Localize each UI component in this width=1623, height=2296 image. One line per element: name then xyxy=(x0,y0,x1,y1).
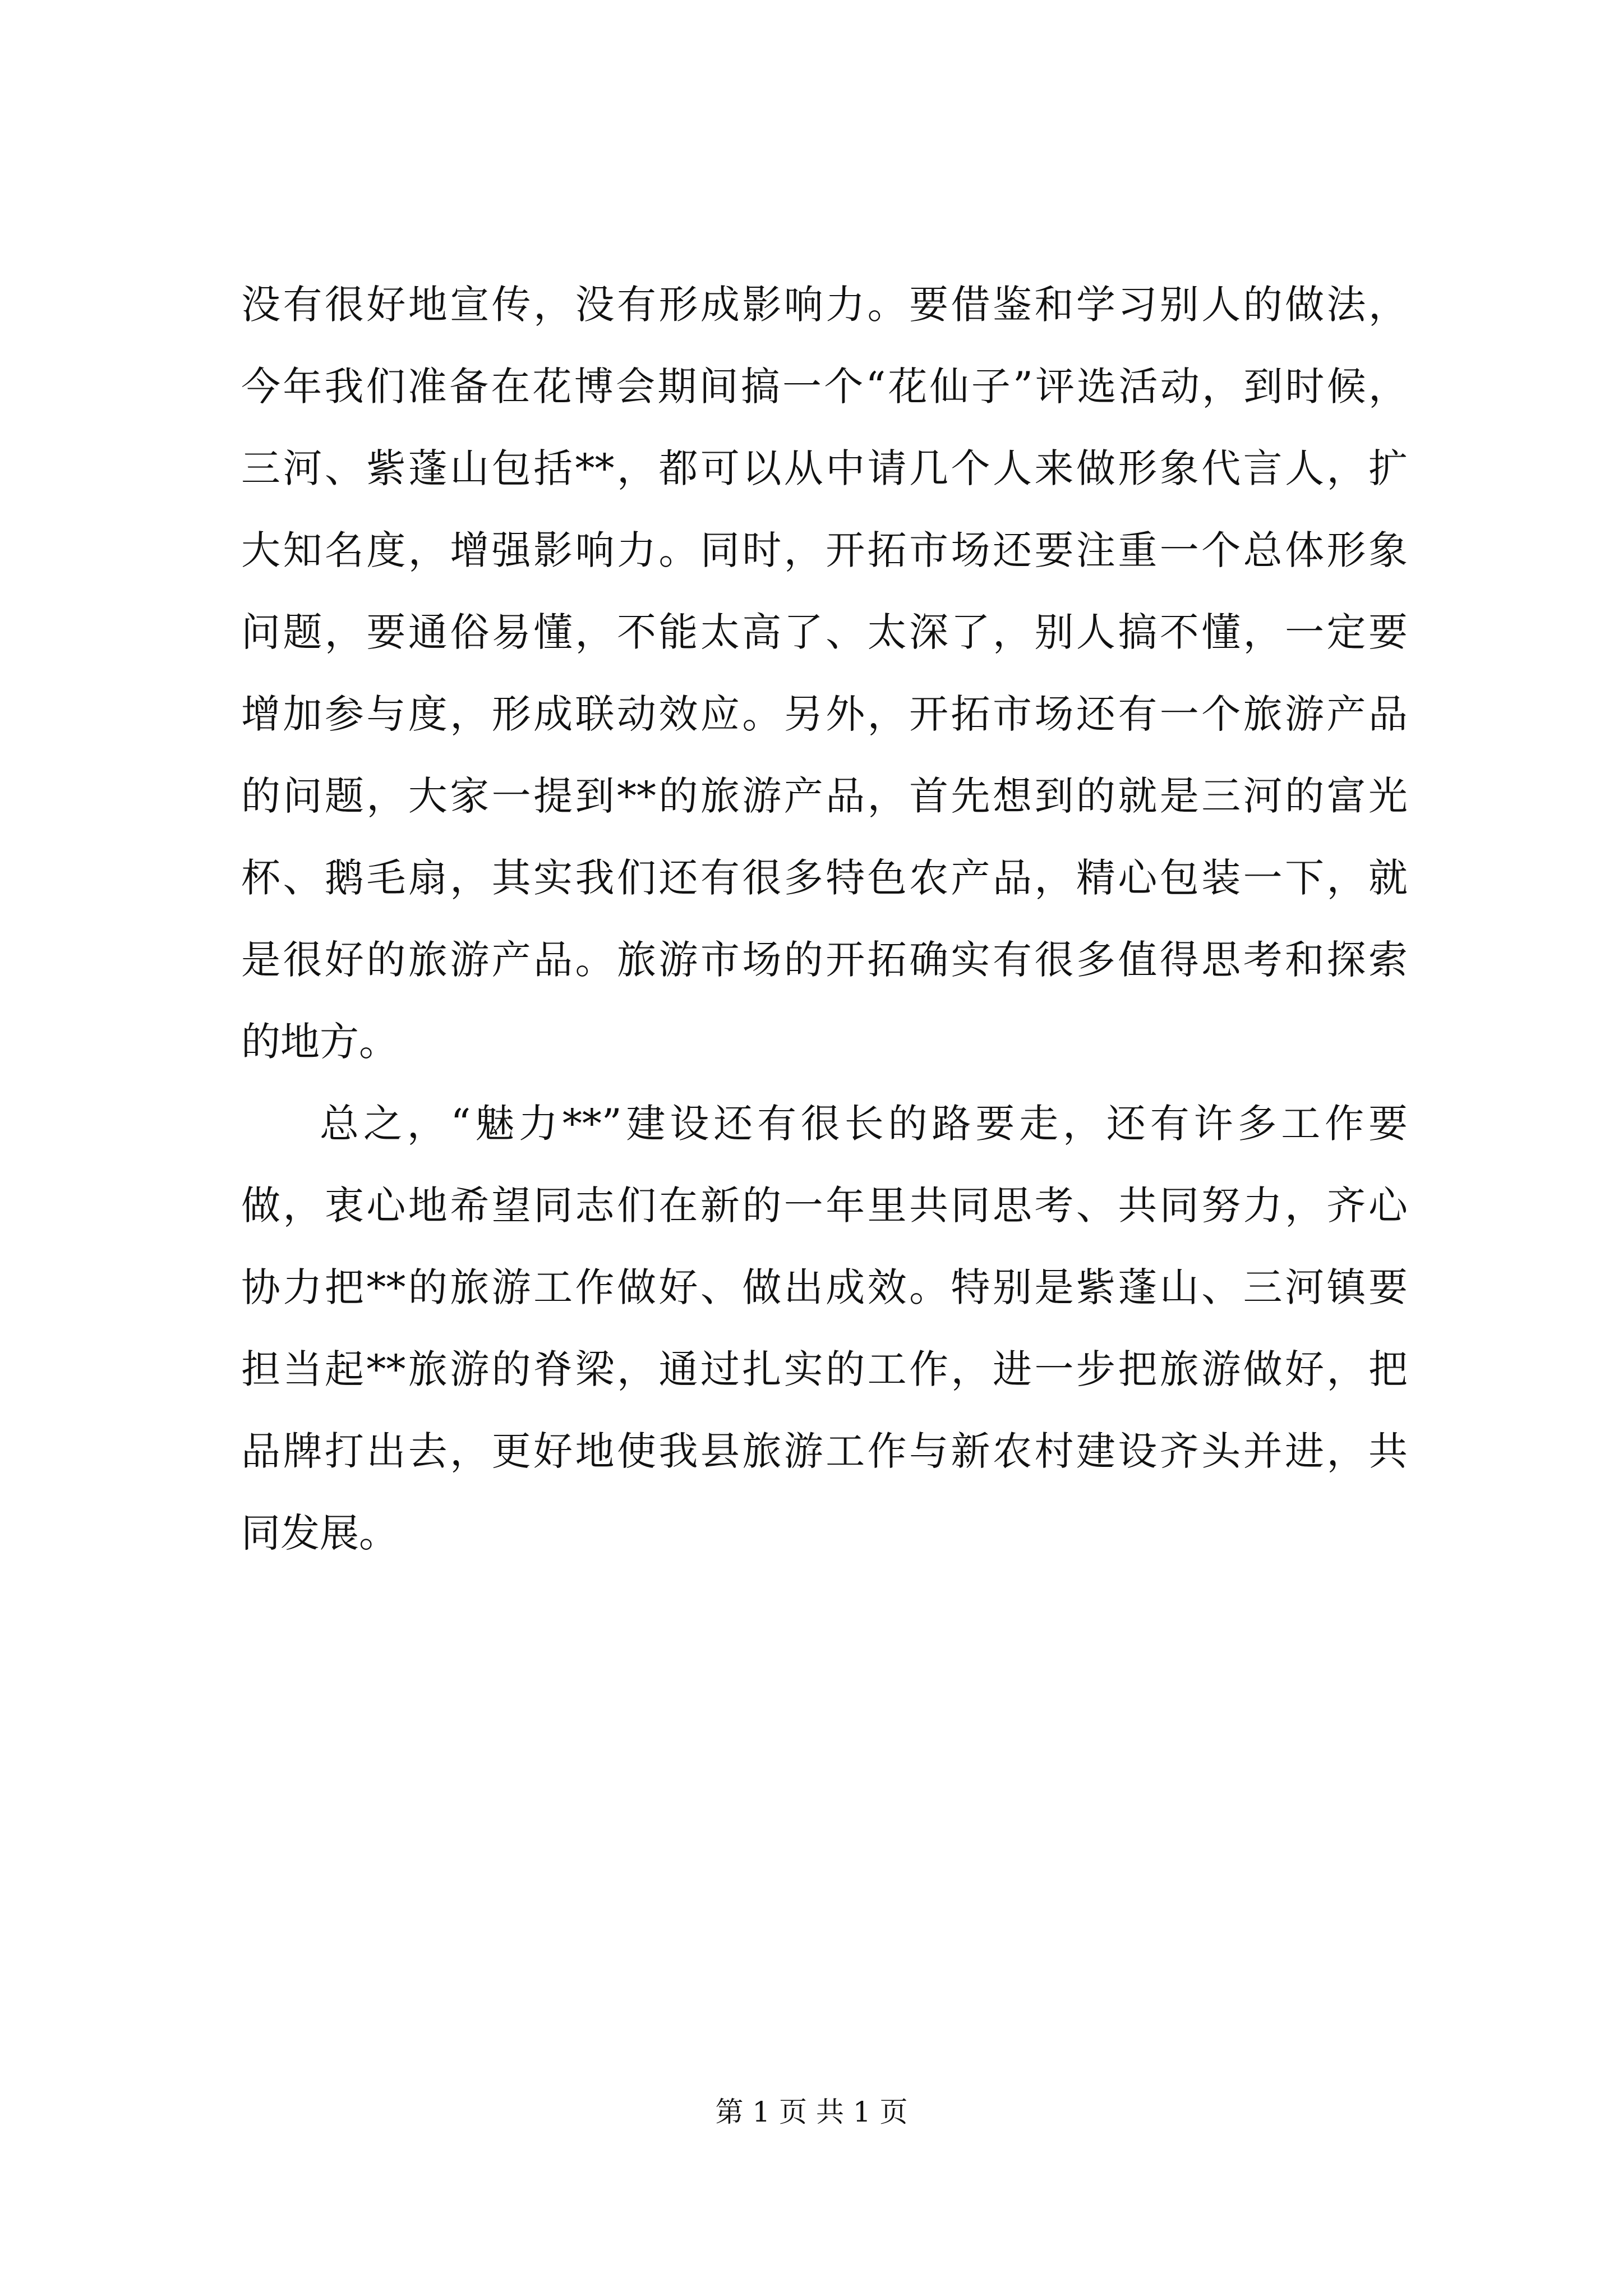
paragraph-2 xyxy=(241,1083,1408,1574)
text-line: 增加参与度，形成联动效应。另外，开拓市场还有一个旅游产品 xyxy=(241,691,1408,737)
text-line: 今年我们准备在花博会期间搞一个“花仙子”评选活动，到时候， xyxy=(241,364,1408,409)
text-line: 品牌打出去，更好地使我县旅游工作与新农村建设齐头并进，共 xyxy=(241,1428,1408,1474)
text-line: 做，衷心地希望同志们在新的一年里共同思考、共同努力，齐心 xyxy=(241,1182,1408,1228)
text-line: 协力把**的旅游工作做好、做出成效。特别是紫蓬山、三河镇要 xyxy=(241,1264,1408,1310)
text-line: 的问题，大家一提到**的旅游产品，首先想到的就是三河的富光 xyxy=(241,773,1408,819)
text-line: 问题，要通俗易懂，不能太高了、太深了，别人搞不懂，一定要 xyxy=(241,609,1408,655)
text-line: 杯、鹅毛扇，其实我们还有很多特色农产品，精心包装一下，就 xyxy=(241,855,1408,901)
text-line: 没有很好地宣传，没有形成影响力。要借鉴和学习别人的做法， xyxy=(241,282,1408,328)
text-line: 的地方。 xyxy=(241,1019,398,1065)
text-line: 大知名度，增强影响力。同时，开拓市场还要注重一个总体形象 xyxy=(241,527,1408,573)
paragraph-1 xyxy=(241,264,1408,1083)
text-line: 是很好的旅游产品。旅游市场的开拓确实有很多值得思考和探索 xyxy=(241,937,1408,983)
page-footer: 第 1 页 共 1 页 xyxy=(715,2096,908,2128)
document-body xyxy=(241,264,1408,1574)
text-line: 担当起**旅游的脊梁，通过扎实的工作，进一步把旅游做好，把 xyxy=(241,1346,1408,1392)
text-line: 总之，“魅力**”建设还有很长的路要走，还有许多工作要 xyxy=(320,1101,1408,1147)
text-line: 同发展。 xyxy=(241,1510,398,1556)
text-line: 三河、紫蓬山包括**，都可以从中请几个人来做形象代言人，扩 xyxy=(241,445,1408,491)
